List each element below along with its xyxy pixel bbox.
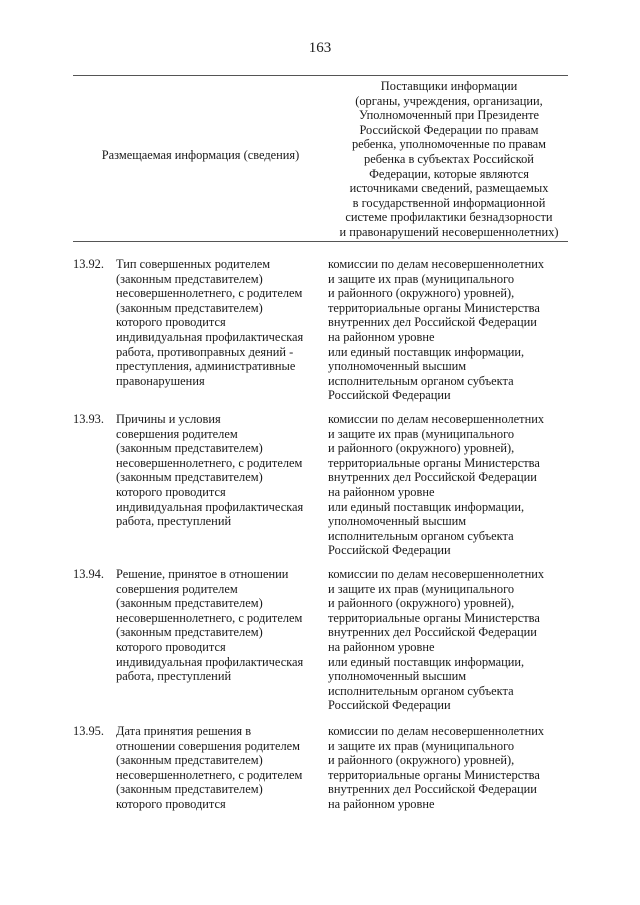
provider-line: исполнительным органом субъекта [328,373,514,388]
description-line: Дата принятия решения в [116,724,252,738]
row-description [116,724,321,812]
provider-line: на районном уровне [328,796,435,811]
description-line: (законным представителем) [116,441,263,456]
description-line: Решение, принятое в отношении [116,567,289,581]
description-line: совершения родителем [116,581,238,596]
description-line: индивидуальная профилактическая [116,654,304,669]
description-line: индивидуальная профилактическая [116,329,304,344]
provider-line: на районном уровне [328,639,435,654]
header-providers-line: и правонарушений несовершеннолетних) [339,224,559,239]
row-number: 13.92. [73,257,104,271]
description-line: индивидуальная профилактическая [116,499,304,514]
page-number: 163 [308,40,332,56]
description-line: (законным представителем) [116,300,263,315]
description-line: Тип совершенных родителем [116,257,271,271]
provider-line: на районном уровне [328,484,435,499]
provider-line: комиссии по делам несовершеннолетних [328,724,545,738]
provider-line: исполнительным органом субъекта [328,683,514,698]
provider-line: и защите их прав (муниципального [328,426,515,441]
provider-line: территориальные органы Министерства [328,455,540,470]
description-line: преступления, административные [116,359,296,374]
header-providers-line: ребенка в субъектах Российской [364,151,534,166]
header-providers-line: Федерации, которые являются [369,166,529,181]
provider-line: Российской Федерации [328,543,451,558]
row-providers [328,412,568,558]
provider-line: и районного (окружного) уровней), [328,753,515,768]
header-providers-line: источниками сведений, размещаемых [349,181,549,196]
header-column-providers [330,79,568,240]
header-top-rule [73,75,568,76]
description-line: совершения родителем [116,426,238,441]
provider-line: комиссии по делам несовершеннолетних [328,412,545,426]
header-providers-line: ребенка, уполномоченные по правам [351,137,547,152]
row-description [116,567,321,684]
row-description [116,412,321,529]
header-providers-line: Поставщики информации [380,79,518,93]
provider-line: внутренних дел Российской Федерации [328,315,537,330]
description-line: (законным представителем) [116,470,263,485]
description-line: работа, противоправных деяний - [116,344,294,359]
description-line: (законным представителем) [116,782,263,797]
provider-line: уполномоченный высшим [328,359,467,374]
description-line: (законным представителем) [116,271,263,286]
row-providers [328,257,568,403]
description-line: работа, преступлений [116,669,232,684]
provider-line: и защите их прав (муниципального [328,271,515,286]
description-line: правонарушения [116,373,205,388]
header-column-info [73,148,328,163]
row-providers [328,724,568,812]
description-line: несовершеннолетнего, с родителем [116,610,303,625]
provider-line: и районного (окружного) уровней), [328,441,515,456]
provider-line: исполнительным органом субъекта [328,528,514,543]
description-line: которого проводится [116,484,226,499]
provider-line: и защите их прав (муниципального [328,738,515,753]
provider-line: внутренних дел Российской Федерации [328,782,537,797]
provider-line: уполномоченный высшим [328,669,467,684]
header-providers-line: Российской Федерации по правам [359,122,539,137]
provider-line: Российской Федерации [328,388,451,403]
row-providers [328,567,568,713]
description-line: (законным представителем) [116,625,263,640]
header-providers-line: системе профилактики безнадзорности [345,210,553,225]
description-line: которого проводится [116,315,226,330]
row-description [116,257,321,388]
provider-line: комиссии по делам несовершеннолетних [328,567,545,581]
description-line: несовершеннолетнего, с родителем [116,455,303,470]
provider-line: или единый поставщик информации, [328,654,525,669]
provider-line: или единый поставщик информации, [328,344,525,359]
header-providers-line: (органы, учреждения, организации, [355,93,543,108]
description-line: несовершеннолетнего, с родителем [116,286,303,301]
header-info-line: Размещаемая информация (сведения) [101,148,300,162]
provider-line: на районном уровне [328,329,435,344]
header-providers-line: Уполномоченный при Президенте [358,108,540,123]
provider-line: территориальные органы Министерства [328,767,540,782]
header-bottom-rule [73,241,568,242]
provider-line: Российской Федерации [328,698,451,713]
description-line: отношении совершения родителем [116,738,300,753]
provider-line: уполномоченный высшим [328,514,467,529]
provider-line: территориальные органы Министерства [328,610,540,625]
provider-line: внутренних дел Российской Федерации [328,625,537,640]
provider-line: территориальные органы Министерства [328,300,540,315]
description-line: которого проводится [116,639,226,654]
description-line: (законным представителем) [116,753,263,768]
provider-line: и районного (окружного) уровней), [328,286,515,301]
header-providers-line: в государственной информационной [352,195,546,210]
description-line: которого проводится [116,796,226,811]
provider-line: внутренних дел Российской Федерации [328,470,537,485]
description-line: работа, преступлений [116,514,232,529]
provider-line: и защите их прав (муниципального [328,581,515,596]
provider-line: комиссии по делам несовершеннолетних [328,257,545,271]
provider-line: или единый поставщик информации, [328,499,525,514]
provider-line: и районного (окружного) уровней), [328,596,515,611]
description-line: Причины и условия [116,412,221,426]
row-number: 13.93. [73,412,104,426]
description-line: (законным представителем) [116,596,263,611]
description-line: несовершеннолетнего, с родителем [116,767,303,782]
row-number: 13.94. [73,567,104,581]
row-number: 13.95. [73,724,104,738]
